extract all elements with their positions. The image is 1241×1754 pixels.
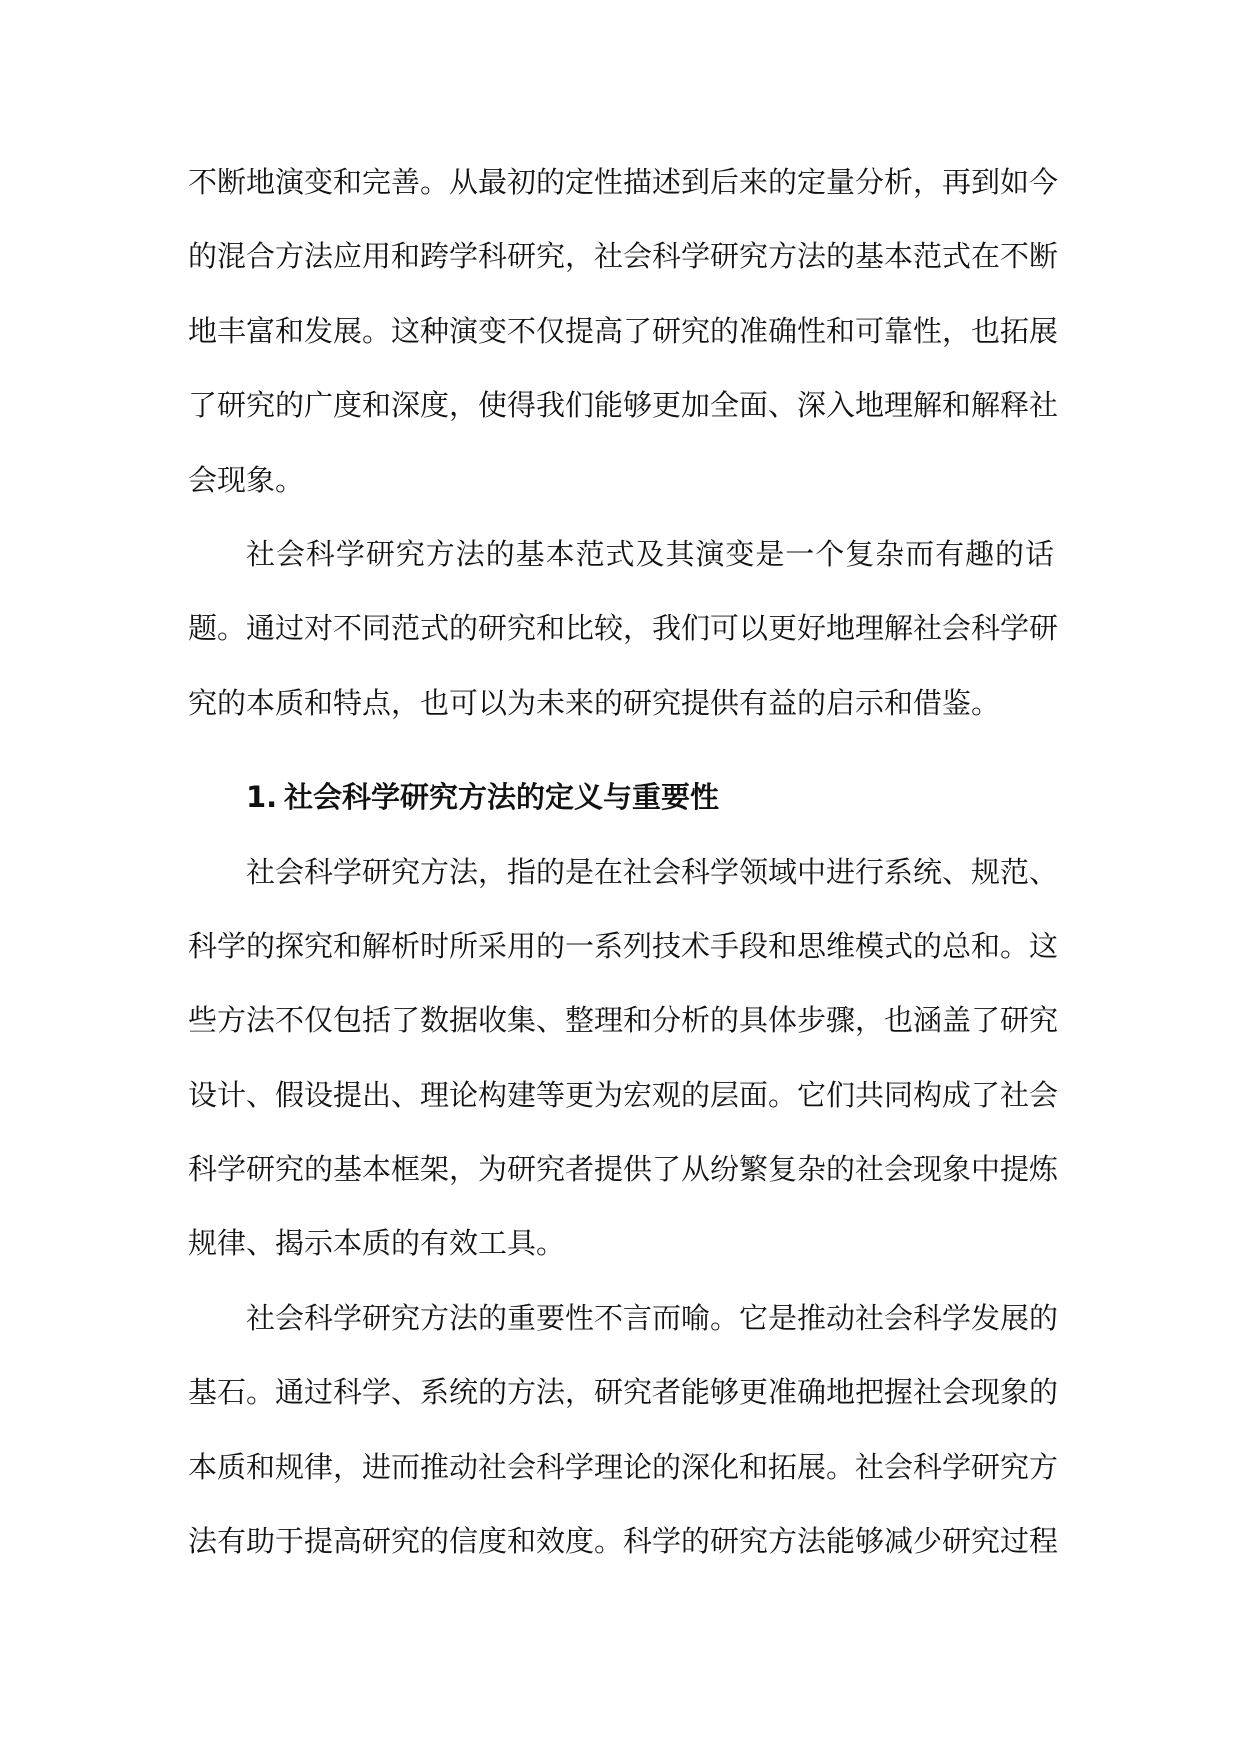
text-line: 设计、假设提出、理论构建等更为宏观的层面。它们共同构成了社会	[188, 1077, 1059, 1112]
text-line: 科学的探究和解析时所采用的一系列技术手段和思维模式的总和。这	[188, 928, 1059, 963]
text-line: 规律、揭示本质的有效工具。	[188, 1226, 566, 1261]
text-line: 题。通过对不同范式的研究和比较，我们可以更好地理解社会科学研	[188, 611, 1059, 646]
text-line: 法有助于提高研究的信度和效度。科学的研究方法能够减少研究过程	[188, 1524, 1059, 1559]
text-line: 科学研究的基本框架，为研究者提供了从纷繁复杂的社会现象中提炼	[188, 1152, 1059, 1187]
text-line: 的混合方法应用和跨学科研究，社会科学研究方法的基本范式在不断	[188, 239, 1059, 274]
text-line: 会现象。	[188, 462, 305, 497]
text-line: 社会科学研究方法，指的是在社会科学领域中进行系统、规范、	[246, 854, 1059, 889]
text-line: 社会科学研究方法的重要性不言而喻。它是推动社会科学发展的	[246, 1300, 1059, 1335]
text-line: 不断地演变和完善。从最初的定性描述到后来的定量分析，再到如今	[188, 165, 1059, 199]
paragraph	[188, 1281, 1059, 1579]
section-heading	[188, 760, 1054, 834]
paragraph	[188, 517, 1059, 740]
text-line: 社会科学研究方法的基本范式及其演变是一个复杂而有趣的话	[246, 536, 1054, 571]
text-line: 本质和规律，进而推动社会科学理论的深化和拓展。社会科学研究方	[188, 1449, 1059, 1484]
section-title: 社会科学研究方法的定义与重要性	[284, 780, 720, 815]
text-line: 些方法不仅包括了数据收集、整理和分析的具体步骤，也涵盖了研究	[188, 1003, 1059, 1038]
paragraph	[188, 835, 1059, 1281]
paragraph	[188, 145, 1059, 517]
document-body	[188, 145, 1059, 1578]
text-line: 究的本质和特点，也可以为未来的研究提供有益的启示和借鉴。	[188, 685, 1001, 720]
text-line: 基石。通过科学、系统的方法，研究者能够更准确地把握社会现象的	[188, 1375, 1059, 1410]
text-line: 地丰富和发展。这种演变不仅提高了研究的准确性和可靠性，也拓展	[188, 313, 1059, 348]
section-spacer	[188, 740, 1054, 760]
section-number: 1.	[246, 780, 278, 815]
text-line: 了研究的广度和深度，使得我们能够更加全面、深入地理解和解释社	[188, 388, 1059, 423]
